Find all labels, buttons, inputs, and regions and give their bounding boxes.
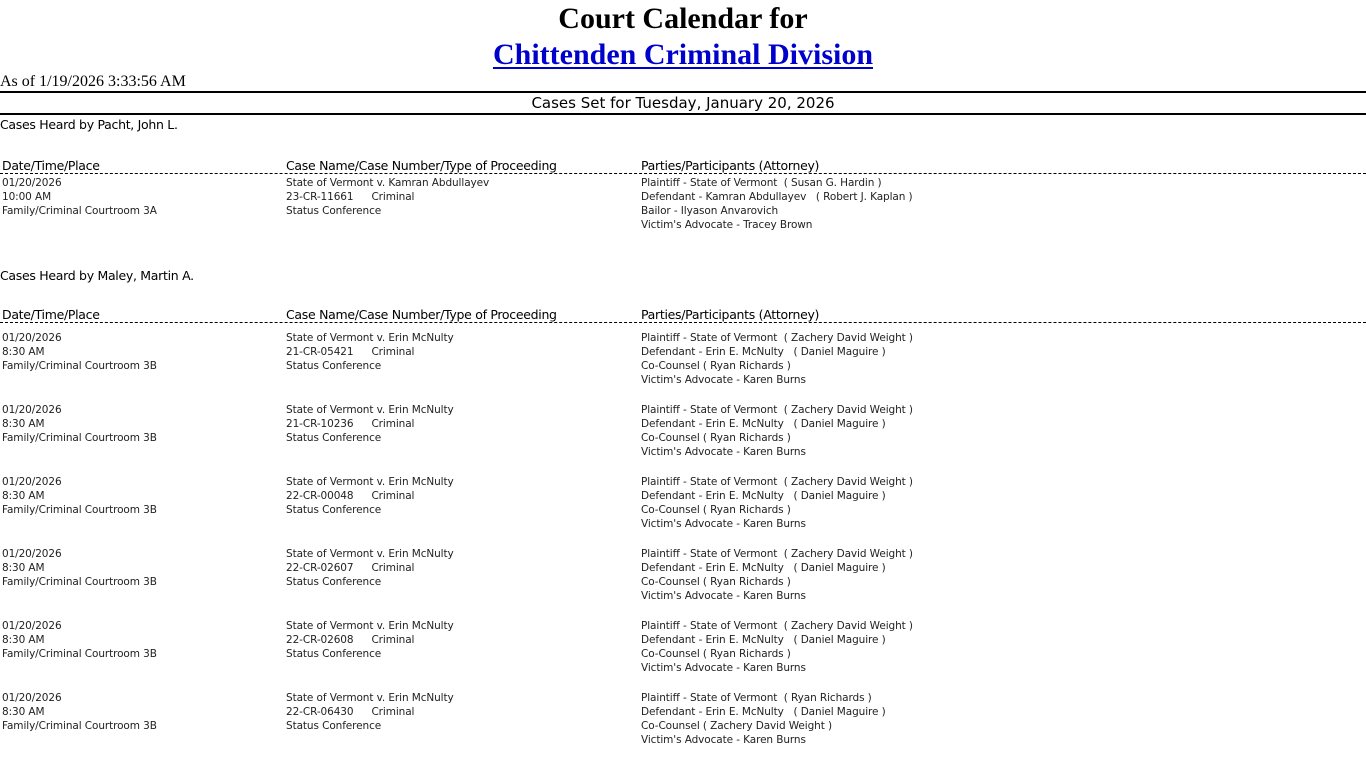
hearing-time: 8:30 AM	[2, 706, 45, 718]
case-info-cell	[286, 176, 489, 218]
party-entry: Co-Counsel ( Ryan Richards )	[641, 504, 791, 516]
party-entry: Defendant - Erin E. McNulty ( Daniel Maguire )	[641, 562, 886, 574]
date-time-place-cell	[2, 403, 157, 445]
courtroom: Family/Criminal Courtroom 3B	[2, 720, 157, 732]
party-entry: Plaintiff - State of Vermont ( Susan G. Hardin )	[641, 177, 882, 189]
case-number: 21-CR-05421	[286, 346, 354, 358]
hearing-time: 8:30 AM	[2, 634, 45, 646]
page-title	[0, 0, 1366, 73]
date-time-place-cell	[2, 619, 157, 661]
party-entry: Defendant - Kamran Abdullayev ( Robert J. Kaplan )	[641, 191, 913, 203]
party-entry: Co-Counsel ( Ryan Richards )	[641, 360, 791, 372]
case-name: State of Vermont v. Erin McNulty	[286, 548, 454, 560]
parties-cell	[641, 619, 913, 675]
hearing-time: 8:30 AM	[2, 346, 45, 358]
case-number-line	[286, 633, 454, 647]
case-name: State of Vermont v. Erin McNulty	[286, 692, 454, 704]
case-type: Criminal	[371, 418, 415, 430]
party-entry: Plaintiff - State of Vermont ( Zachery David Weight )	[641, 620, 913, 632]
party-entry: Victim's Advocate - Karen Burns	[641, 446, 806, 458]
parties-cell	[641, 331, 913, 387]
parties-cell	[641, 403, 913, 459]
case-row	[0, 691, 1366, 763]
parties-cell	[641, 547, 913, 603]
case-info-cell	[286, 619, 454, 661]
as-of-timestamp: As of 1/19/2026 3:33:56 AM	[0, 73, 186, 90]
col-header-parties: Parties/Participants (Attorney)	[641, 307, 820, 322]
proceeding-type: Status Conference	[286, 720, 382, 732]
division-link[interactable]: Chittenden Criminal Division	[492, 38, 874, 71]
column-header-row	[0, 306, 1366, 323]
case-info-cell	[286, 691, 454, 733]
case-number-line	[286, 489, 454, 503]
judge-heading: Cases Heard by Pacht, John L.	[0, 117, 178, 132]
party-entry: Co-Counsel ( Zachery David Weight )	[641, 720, 832, 732]
party-entry: Defendant - Erin E. McNulty ( Daniel Maguire )	[641, 418, 886, 430]
case-number-line	[286, 417, 454, 431]
hearing-time: 8:30 AM	[2, 562, 45, 574]
hearing-date: 01/20/2026	[2, 548, 62, 560]
hearing-date: 01/20/2026	[2, 620, 62, 632]
party-entry: Victim's Advocate - Tracey Brown	[641, 219, 813, 231]
case-name: State of Vermont v. Erin McNulty	[286, 476, 454, 488]
date-time-place-cell	[2, 176, 157, 218]
case-info-cell	[286, 475, 454, 517]
case-info-cell	[286, 331, 454, 373]
party-entry: Victim's Advocate - Karen Burns	[641, 662, 806, 674]
col-header-case-info: Case Name/Case Number/Type of Proceeding	[286, 158, 557, 173]
col-header-date-time-place: Date/Time/Place	[2, 307, 100, 322]
party-entry: Plaintiff - State of Vermont ( Zachery David Weight )	[641, 548, 913, 560]
case-row	[0, 619, 1366, 691]
case-type: Criminal	[371, 191, 415, 203]
party-entry: Victim's Advocate - Karen Burns	[641, 734, 806, 746]
courtroom: Family/Criminal Courtroom 3B	[2, 360, 157, 372]
case-number: 21-CR-10236	[286, 418, 354, 430]
party-entry: Victim's Advocate - Karen Burns	[641, 518, 806, 530]
date-time-place-cell	[2, 475, 157, 517]
case-type: Criminal	[371, 562, 415, 574]
hearing-date: 01/20/2026	[2, 404, 62, 416]
case-number-line	[286, 345, 454, 359]
case-number: 22-CR-06430	[286, 706, 354, 718]
case-info-cell	[286, 403, 454, 445]
hearing-time: 8:30 AM	[2, 418, 45, 430]
party-entry: Defendant - Erin E. McNulty ( Daniel Maguire )	[641, 634, 886, 646]
judge-section	[0, 268, 1366, 763]
col-header-date-time-place: Date/Time/Place	[2, 158, 100, 173]
case-type: Criminal	[371, 490, 415, 502]
case-number-line	[286, 190, 489, 204]
party-entry: Plaintiff - State of Vermont ( Zachery David Weight )	[641, 476, 913, 488]
courtroom: Family/Criminal Courtroom 3B	[2, 504, 157, 516]
hearing-date: 01/20/2026	[2, 177, 62, 189]
case-number-line	[286, 705, 454, 719]
hearing-date: 01/20/2026	[2, 476, 62, 488]
parties-cell	[641, 475, 913, 531]
case-row	[0, 475, 1366, 547]
col-header-case-info: Case Name/Case Number/Type of Proceeding	[286, 307, 557, 322]
courtroom: Family/Criminal Courtroom 3B	[2, 432, 157, 444]
courtroom: Family/Criminal Courtroom 3A	[2, 205, 157, 217]
case-type: Criminal	[371, 346, 415, 358]
column-header-row	[0, 157, 1366, 174]
case-number-line	[286, 561, 454, 575]
parties-cell	[641, 176, 913, 232]
judge-heading: Cases Heard by Maley, Martin A.	[0, 268, 194, 283]
party-entry: Plaintiff - State of Vermont ( Ryan Richards )	[641, 692, 872, 704]
hearing-date: 01/20/2026	[2, 692, 62, 704]
case-number: 22-CR-02608	[286, 634, 354, 646]
parties-cell	[641, 691, 886, 747]
party-entry: Co-Counsel ( Ryan Richards )	[641, 648, 791, 660]
date-time-place-cell	[2, 691, 157, 733]
date-time-place-cell	[2, 331, 157, 373]
col-header-parties: Parties/Participants (Attorney)	[641, 158, 820, 173]
title-line-1: Court Calendar for	[558, 2, 808, 35]
case-name: State of Vermont v. Erin McNulty	[286, 620, 454, 632]
hearing-time: 8:30 AM	[2, 490, 45, 502]
cases-set-for-heading: Cases Set for Tuesday, January 20, 2026	[0, 91, 1366, 115]
party-entry: Defendant - Erin E. McNulty ( Daniel Maguire )	[641, 490, 886, 502]
hearing-date: 01/20/2026	[2, 332, 62, 344]
case-name: State of Vermont v. Erin McNulty	[286, 404, 454, 416]
proceeding-type: Status Conference	[286, 504, 382, 516]
case-type: Criminal	[371, 634, 415, 646]
case-number: 22-CR-00048	[286, 490, 354, 502]
party-entry: Plaintiff - State of Vermont ( Zachery David Weight )	[641, 332, 913, 344]
hearing-time: 10:00 AM	[2, 191, 52, 203]
courtroom: Family/Criminal Courtroom 3B	[2, 648, 157, 660]
case-row	[0, 403, 1366, 475]
proceeding-type: Status Conference	[286, 576, 382, 588]
party-entry: Victim's Advocate - Karen Burns	[641, 590, 806, 602]
case-info-cell	[286, 547, 454, 589]
date-time-place-cell	[2, 547, 157, 589]
judge-section	[0, 117, 1366, 232]
case-row	[0, 547, 1366, 619]
party-entry: Co-Counsel ( Ryan Richards )	[641, 432, 791, 444]
proceeding-type: Status Conference	[286, 360, 382, 372]
case-number: 23-CR-11661	[286, 191, 354, 203]
party-entry: Defendant - Erin E. McNulty ( Daniel Maguire )	[641, 706, 886, 718]
party-entry: Co-Counsel ( Ryan Richards )	[641, 576, 791, 588]
case-name: State of Vermont v. Erin McNulty	[286, 332, 454, 344]
judges-container	[0, 117, 1366, 763]
case-name: State of Vermont v. Kamran Abdullayev	[286, 177, 490, 189]
party-entry: Plaintiff - State of Vermont ( Zachery David Weight )	[641, 404, 913, 416]
proceeding-type: Status Conference	[286, 432, 382, 444]
party-entry: Victim's Advocate - Karen Burns	[641, 374, 806, 386]
proceeding-type: Status Conference	[286, 648, 382, 660]
case-number: 22-CR-02607	[286, 562, 354, 574]
case-type: Criminal	[371, 706, 415, 718]
party-entry: Bailor - Ilyason Anvarovich	[641, 205, 779, 217]
proceeding-type: Status Conference	[286, 205, 382, 217]
party-entry: Defendant - Erin E. McNulty ( Daniel Maguire )	[641, 346, 886, 358]
case-row	[0, 176, 1366, 232]
courtroom: Family/Criminal Courtroom 3B	[2, 576, 157, 588]
case-row	[0, 331, 1366, 403]
